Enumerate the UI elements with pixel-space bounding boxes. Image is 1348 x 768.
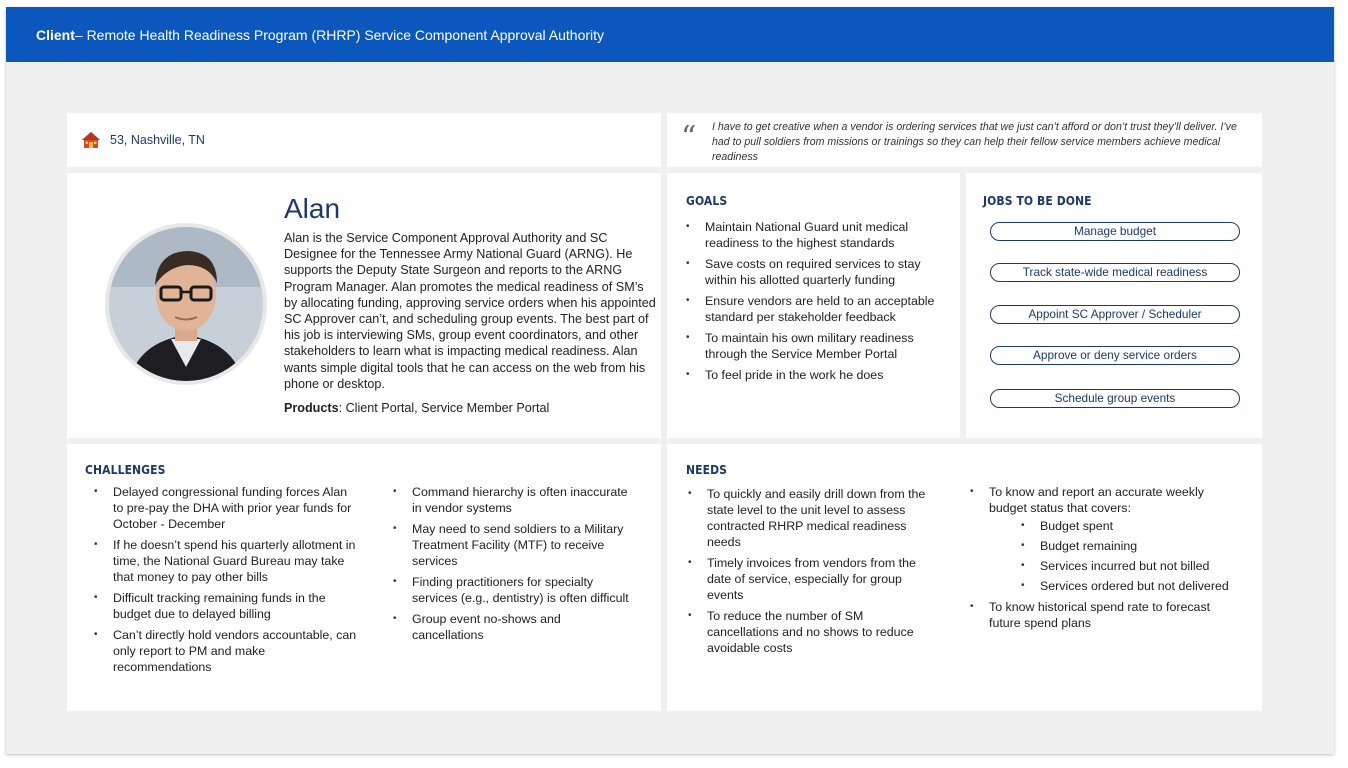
- profile-card: [67, 173, 661, 438]
- list-item: • If he doesn’t spend his quarterly allotment in time, the National Guard Bureau may take that money to pay other bills: [94, 537, 357, 585]
- needs-list-right: [970, 484, 1240, 636]
- list-item: • Timely invoices from vendors from the date of service, especially for group events: [688, 555, 928, 603]
- needs-budget-status: To know and report an accurate weekly budget status that covers:: [989, 485, 1204, 515]
- needs-list-left: [688, 486, 928, 661]
- list-item: • Group event no-shows and cancellations: [393, 611, 633, 643]
- title-banner: [6, 7, 1334, 62]
- list-item: • Services incurred but not billed: [1021, 558, 1240, 574]
- banner-title-bold: Client: [36, 26, 75, 43]
- list-item: • Save costs on required services to stay within his allotted quarterly funding: [686, 256, 948, 288]
- list-item: • To feel pride in the work he does: [686, 367, 948, 383]
- job-pill-manage-budget: Manage budget: [990, 222, 1240, 241]
- persona-name: Alan: [284, 193, 341, 224]
- list-item: • To quickly and easily drill down from the state level to the unit level to assess contracted RHRP medical readiness needs: [688, 486, 928, 550]
- list-item: • Delayed congressional funding forces Alan to pre-pay the DHA with prior year funds for October - December: [94, 484, 357, 532]
- list-item: • Difficult tracking remaining funds in the budget due to delayed billing: [94, 590, 357, 622]
- list-item: • Budget remaining: [1021, 538, 1240, 554]
- products-value: : Client Portal, Service Member Portal: [338, 401, 550, 415]
- house-icon: [81, 131, 101, 149]
- job-pill-appoint-approver: Appoint SC Approver / Scheduler: [990, 305, 1240, 324]
- products-label: Products: [284, 401, 339, 415]
- location-card: [67, 113, 661, 167]
- list-item: • Can’t directly hold vendors accountable, can only report to PM and make recommendations: [94, 627, 357, 675]
- needs-card: [667, 444, 1262, 711]
- list-item: • To know historical spend rate to forecast future spend plans: [970, 599, 1240, 631]
- list-item: • Finding practitioners for specialty services (e.g., dentistry) is often difficult: [393, 574, 633, 606]
- job-pill-approve-orders: Approve or deny service orders: [990, 346, 1240, 365]
- goals-card: [667, 173, 960, 438]
- list-item: • Budget spent: [1021, 518, 1240, 534]
- goals-list: [686, 219, 948, 388]
- goals-title: GOALS: [686, 194, 728, 208]
- challenges-list-left: [94, 484, 357, 680]
- challenges-title: CHALLENGES: [85, 463, 166, 477]
- quote-card: [667, 113, 1262, 167]
- job-pill-schedule-events: Schedule group events: [990, 389, 1240, 408]
- persona-bio: Alan is the Service Component Approval Authority and SC Designee for the Tennessee Army National Guard (ARNG). He supports the Deputy State Surgeon and reports to the ARNG Program Manager. Alan promotes the medical readiness of SM’s by allocating funding, approving service orders when his appointed SC Approver can’t, and scheduling group events. The best part of his job is interviewing SMs, group event coordinators, and other stakeholders to learn what is impacting medical readiness. Alan wants simple digital tools that he can access on the web from his phone or desktop.: [284, 231, 656, 391]
- list-item: • To maintain his own military readiness through the Service Member Portal: [686, 330, 948, 362]
- avatar-portrait: [109, 227, 263, 381]
- persona-slide: [6, 7, 1334, 754]
- challenges-card: [67, 444, 661, 711]
- jobs-card: [966, 173, 1262, 438]
- list-item: • Ensure vendors are held to an acceptable standard per stakeholder feedback: [686, 293, 948, 325]
- jobs-title: JOBS TO BE DONE: [983, 194, 1092, 208]
- list-item: • Command hierarchy is often inaccurate in vendor systems: [393, 484, 633, 516]
- banner-title-rest: – Remote Health Readiness Program (RHRP) Service Component Approval Authority: [74, 26, 605, 43]
- avatar: [105, 223, 267, 385]
- location-text: 53, Nashville, TN: [110, 133, 205, 147]
- quote-mark: “: [681, 120, 697, 155]
- challenges-list-right: [393, 484, 633, 648]
- list-item: • Maintain National Guard unit medical readiness to the highest standards: [686, 219, 948, 251]
- list-item: • Services ordered but not delivered: [1021, 578, 1240, 594]
- needs-title: NEEDS: [686, 463, 728, 477]
- list-item: [970, 484, 1240, 594]
- list-item: • To reduce the number of SM cancellations and no shows to reduce avoidable costs: [688, 608, 928, 656]
- budget-sublist: [989, 518, 1240, 594]
- quote-text: I have to get creative when a vendor is ordering services that we just can’t afford or don’t trust they’ll deliver. I’ve had to pull soldiers from missions or trainings so they can help their fellow service members achieve medical readiness: [712, 121, 1237, 163]
- job-pill-track-readiness: Track state-wide medical readiness: [990, 263, 1240, 282]
- persona-products: [284, 401, 549, 415]
- list-item: • May need to send soldiers to a Military Treatment Facility (MTF) to receive services: [393, 521, 633, 569]
